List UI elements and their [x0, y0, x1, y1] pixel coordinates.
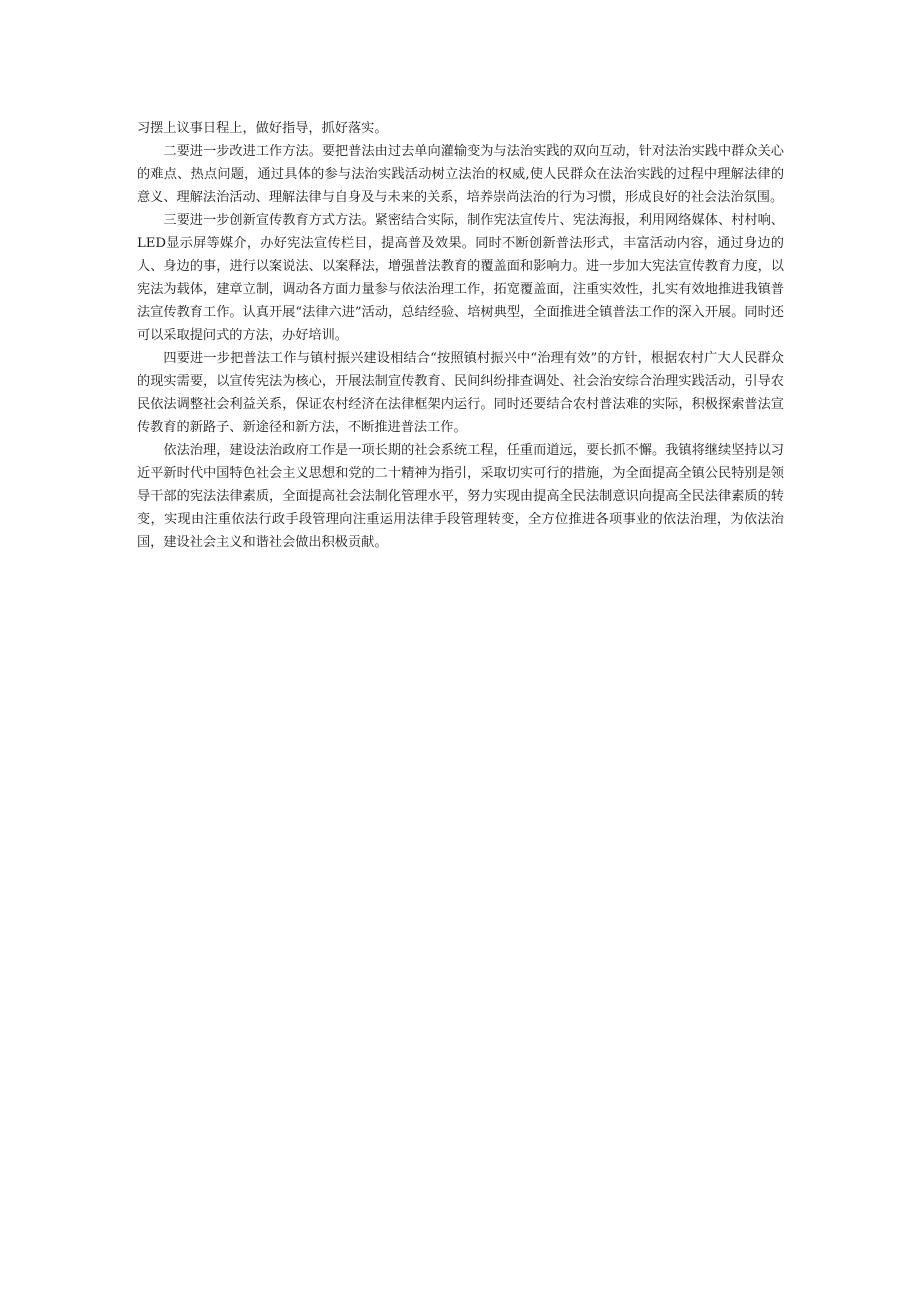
paragraph-conclusion: 依法治理，建设法治政府工作是一项长期的社会系统工程，任重而道远，要长抓不懈。我镇将继续坚持以习近平新时代中国特色社会主义思想和党的二十精神为指引，采取切实可行的措施，为全面提高全镇公民特别是领导干部的宪法法律素质，全面提高社会法制化管理水平，努力实现由提高全民法制意识向提高全民法律素质的转变，实现由注重依法行政手段管理向注重运用法律手段管理转变，全方位推进各项事业的依法治理，为依法治国，建设社会主义和谐社会做出积极贡献。: [137, 443, 784, 550]
paragraph-innovate-publicity: 三要进一步创新宣传教育方式方法。紧密结合实际，制作宪法宣传片、宪法海报，利用网络媒体、村村响、LED显示屏等媒介，办好宪法宣传栏目，提高普及效果。同时不断创新普法形式，丰富活动内容，通过身边的人、身边的事，进行以案说法、以案释法，增强普法教育的覆盖面和影响力。进一步加大宪法宣传教育力度，以宪法为载体，建章立制，调动各方面力量参与依法治理工作，拓宽覆盖面，注重实效性，扎实有效地推进我镇普法宣传教育工作。认真开展“法律六进”活动，总结经验、培树典型，全面推进全镇普法工作的深入开展。同时还可以采取提问式的方法，办好培训。: [137, 213, 784, 343]
document-body: [137, 117, 784, 554]
paragraph-improve-methods: 二要进一步改进工作方法。要把普法由过去单向灌输变为与法治实践的双向互动，针对法治实践中群众关心的难点、热点问题，通过具体的参与法治实践活动树立法治的权威,使人民群众在法治实践的过程中理解法律的意义、理解法治活动、理解法律与自身及与未来的关系，培养崇尚法治的行为习惯，形成良好的社会法治氛围。: [137, 144, 785, 205]
paragraph-rural-revitalization: 四要进一步把普法工作与镇村振兴建设相结合“按照镇村振兴中“治理有效”的方针，根据农村广大人民群众的现实需要，以宣传宪法为核心，开展法制宣传教育、民间纠纷排查调处、社会治安综合治理实践活动，引导农民依法调整社会利益关系，保证农村经济在法律框架内运行。同时还要结合农村普法难的实际，积极探索普法宣传教育的新路子、新途径和新方法，不断推进普法工作。: [137, 351, 784, 435]
paragraph-continuation: 习摆上议事日程上，做好指导，抓好落实。: [137, 121, 388, 136]
